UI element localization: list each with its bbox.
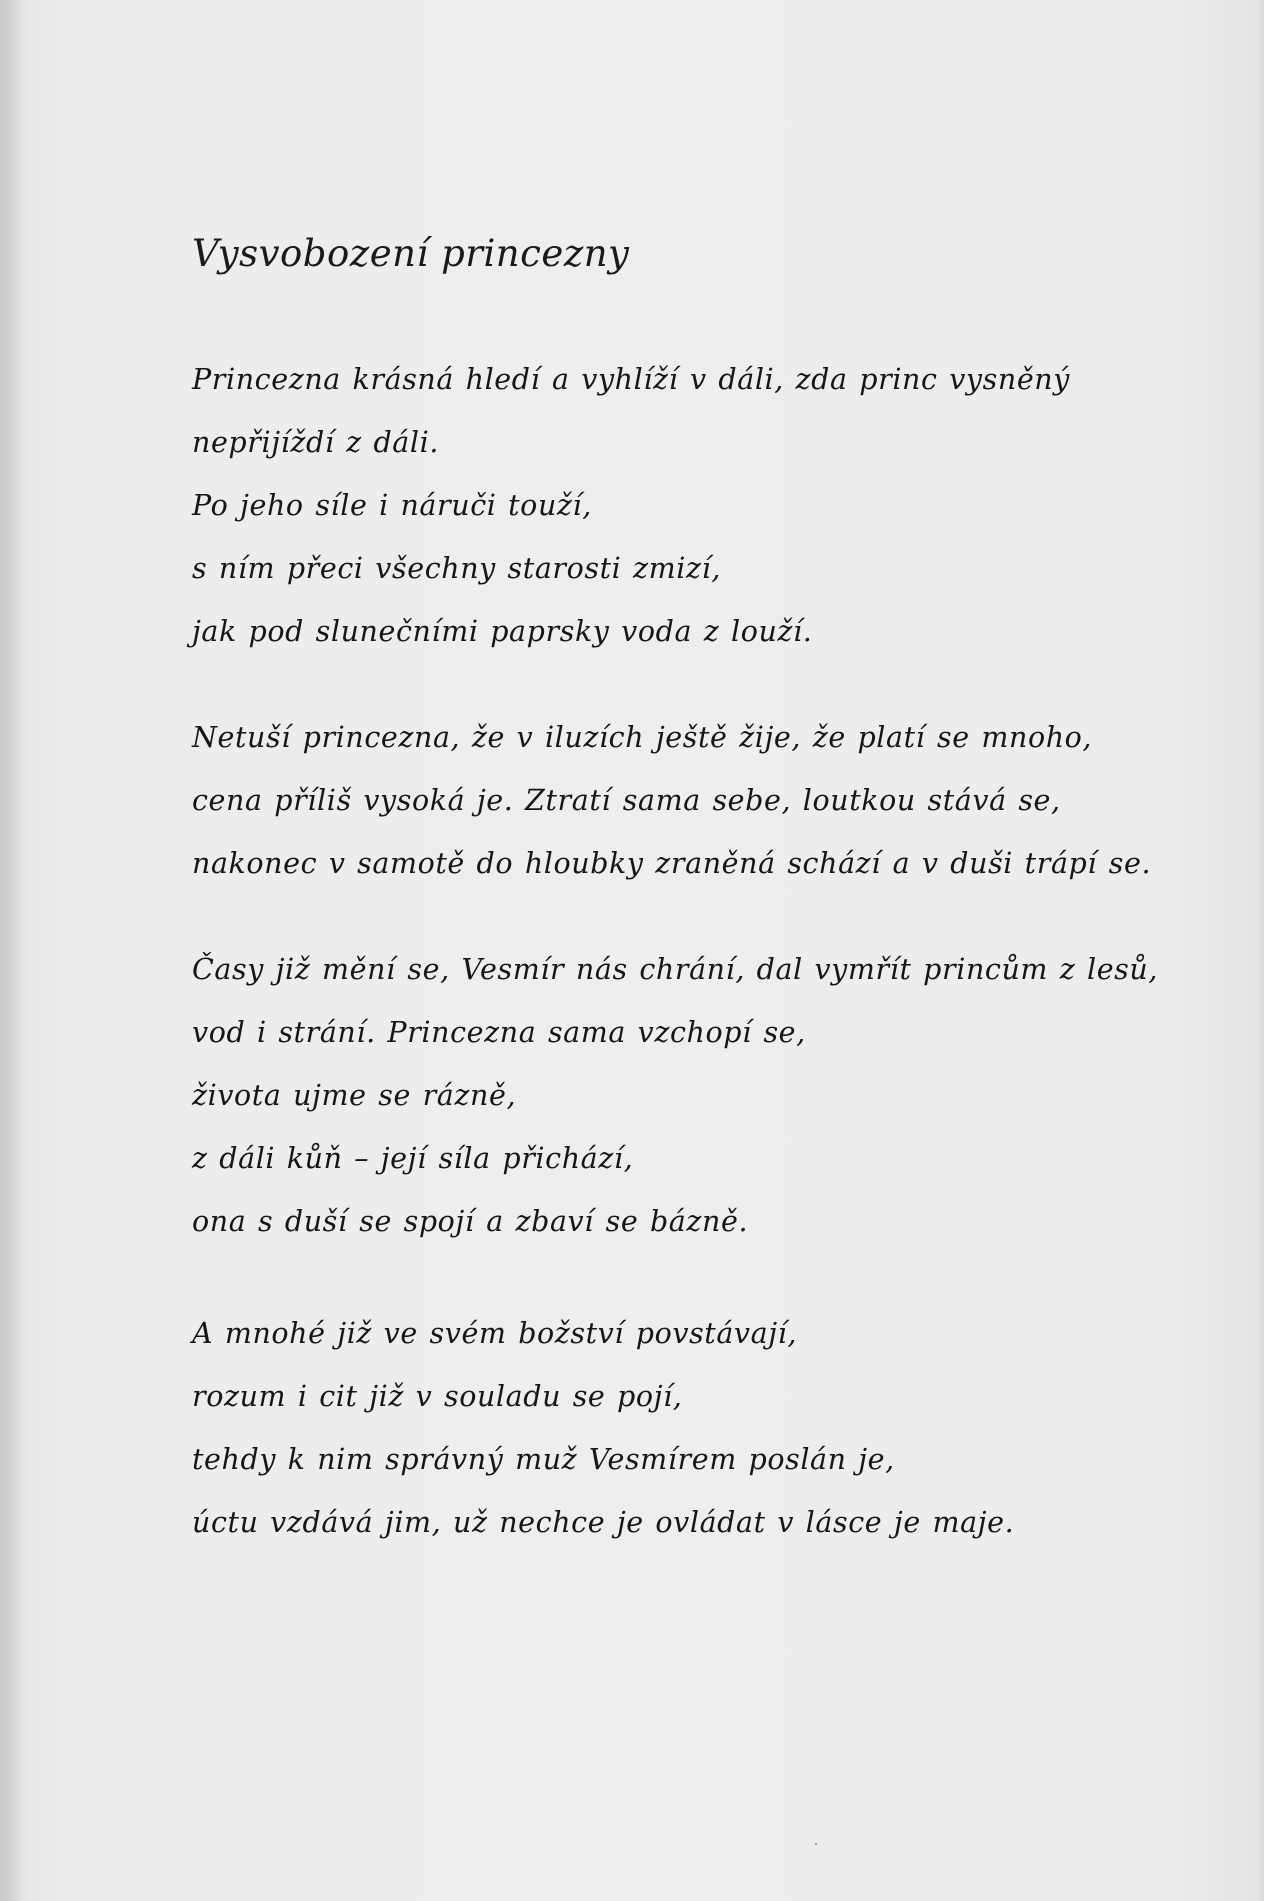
- page-edge: [1256, 0, 1264, 1901]
- verse-line: jak pod slunečními paprsky voda z louží.: [192, 615, 813, 648]
- verse-line: s ním přeci všechny starosti zmizí,: [192, 552, 721, 585]
- verse-line: nepřijíždí z dáli.: [192, 426, 439, 459]
- verse-line: nakonec v samotě do hloubky zraněná schází a v duši trápí se.: [192, 847, 1152, 880]
- verse-line: vod i strání. Princezna sama vzchopí se,: [192, 1016, 806, 1049]
- verse-line: cena příliš vysoká je. Ztratí sama sebe, loutkou stává se,: [192, 784, 1061, 817]
- stanza-4: [192, 1302, 1014, 1554]
- verse-line: života ujme se rázně,: [192, 1079, 517, 1112]
- page-gutter-shadow: [0, 0, 28, 1901]
- verse-line: Časy již mění se, Vesmír nás chrání, dal vymřít princům z lesů,: [192, 953, 1158, 986]
- verse-line: Po jeho síle i náruči touží,: [192, 489, 592, 522]
- verse-line: úctu vzdává jim, už nechce je ovládat v lásce je maje.: [192, 1506, 1015, 1539]
- paper-speck: [815, 1843, 817, 1845]
- verse-line: A mnohé již ve svém božství povstávají,: [192, 1317, 798, 1350]
- verse-line: Netuší princezna, že v iluzích ještě žije, že platí se mnoho,: [192, 721, 1093, 754]
- verse-line: rozum i cit již v souladu se pojí,: [192, 1380, 683, 1413]
- verse-line: tehdy k nim správný muž Vesmírem poslán je,: [192, 1443, 895, 1476]
- verse-line: ona s duší se spojí a zbaví se bázně.: [192, 1205, 749, 1238]
- poem-title: Vysvobození princezny: [192, 232, 630, 275]
- stanza-3: [192, 938, 1158, 1253]
- stanza-2: [192, 706, 1151, 895]
- verse-line: z dáli kůň – její síla přichází,: [192, 1142, 634, 1175]
- stanza-1: [192, 348, 1070, 663]
- verse-line: Princezna krásná hledí a vyhlíží v dáli, zda princ vysněný: [192, 363, 1070, 396]
